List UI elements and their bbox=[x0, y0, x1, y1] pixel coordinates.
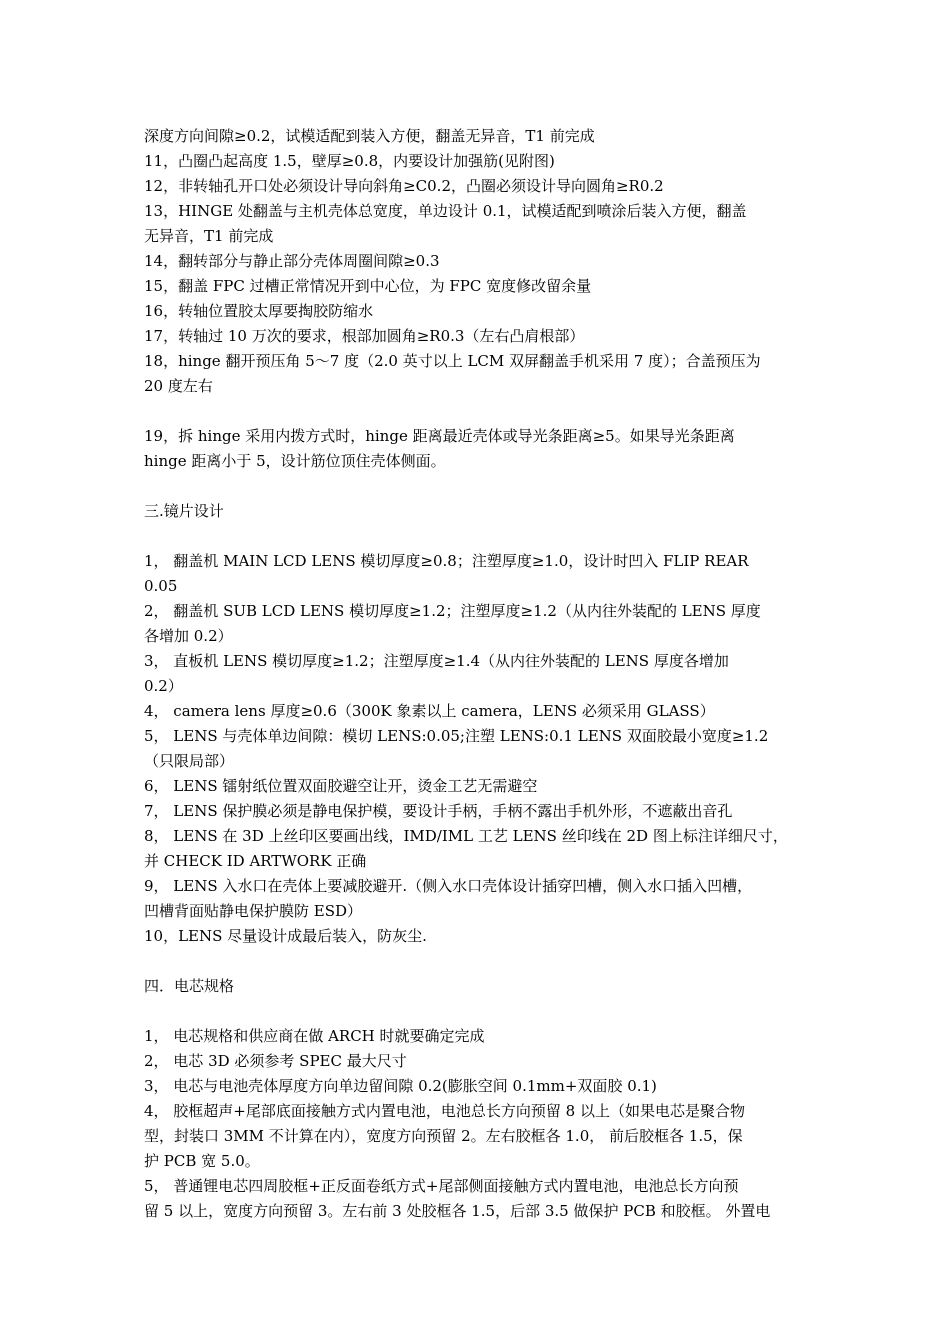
text-line: 5， 普通锂电芯四周胶框+正反面卷纸方式+尾部侧面接触方式内置电池，电池总长方向预 bbox=[144, 1177, 739, 1195]
hinge-item-19 bbox=[144, 424, 824, 474]
text-line: 14，翻转部分与静止部分壳体周圈间隙≥0.3 bbox=[144, 252, 440, 270]
text-line: 17，转轴过 10 万次的要求，根部加圆角≥R0.3（左右凸肩根部） bbox=[144, 327, 585, 345]
text-line: 留 5 以上，宽度方向预留 3。左右前 3 处胶框各 1.5，后部 3.5 做保护 PCB 和胶框。 外置电 bbox=[144, 1202, 771, 1220]
text-line: hinge 距离小于 5，设计筋位顶住壳体侧面。 bbox=[144, 452, 446, 470]
lens-design-list bbox=[144, 549, 824, 949]
text-line: 0.05 bbox=[144, 577, 178, 595]
text-line: 5， LENS 与壳体单边间隙：模切 LENS:0.05;注塑 LENS:0.1 LENS 双面胶最小宽度≥1.2 bbox=[144, 727, 769, 745]
text-line: 深度方向间隙≥0.2，试模适配到装入方便，翻盖无异音，T1 前完成 bbox=[144, 127, 595, 145]
text-line: 9， LENS 入水口在壳体上要减胶避开.（侧入水口壳体设计插穿凹槽，侧入水口插入凹槽， bbox=[144, 877, 753, 895]
blank-line bbox=[144, 949, 824, 974]
document-page bbox=[144, 124, 824, 1224]
text-line: 6， LENS 镭射纸位置双面胶避空让开，烫金工艺无需避空 bbox=[144, 777, 538, 795]
text-line: 10，LENS 尽量设计成最后装入，防灰尘. bbox=[144, 927, 427, 945]
text-line: 20 度左右 bbox=[144, 377, 213, 395]
text-line: 2， 翻盖机 SUB LCD LENS 模切厚度≥1.2；注塑厚度≥1.2（从内往外装配的 LENS 厚度 bbox=[144, 602, 761, 620]
text-line: 11，凸圈凸起高度 1.5，壁厚≥0.8，内要设计加强筋(见附图) bbox=[144, 152, 555, 170]
text-line: 3， 电芯与电池壳体厚度方向单边留间隙 0.2(膨胀空间 0.1mm+双面胶 0.1) bbox=[144, 1077, 657, 1095]
section-heading-battery: 四．电芯规格 bbox=[144, 977, 235, 995]
text-line: 1， 电芯规格和供应商在做 ARCH 时就要确定完成 bbox=[144, 1027, 485, 1045]
text-line: 并 CHECK ID ARTWORK 正确 bbox=[144, 852, 367, 870]
text-line: 15，翻盖 FPC 过槽正常情况开到中心位，为 FPC 宽度修改留余量 bbox=[144, 277, 592, 295]
text-line: 型，封装口 3MM 不计算在内），宽度方向预留 2。左右胶框各 1.0， 前后胶框各 1.5，保 bbox=[144, 1127, 743, 1145]
text-line: 无异音，T1 前完成 bbox=[144, 227, 274, 245]
section-heading-lens: 三.镜片设计 bbox=[144, 502, 224, 520]
text-line: 16，转轴位置胶太厚要掏胶防缩水 bbox=[144, 302, 374, 320]
text-line: 4， 胶框超声+尾部底面接触方式内置电池，电池总长方向预留 8 以上（如果电芯是聚合物 bbox=[144, 1102, 745, 1120]
text-line: 4， camera lens 厚度≥0.6（300K 象素以上 camera，LENS 必须采用 GLASS） bbox=[144, 702, 715, 720]
hinge-section-continued bbox=[144, 124, 824, 399]
blank-line bbox=[144, 474, 824, 499]
blank-line bbox=[144, 524, 824, 549]
text-line: 3， 直板机 LENS 模切厚度≥1.2；注塑厚度≥1.4（从内往外装配的 LENS 厚度各增加 bbox=[144, 652, 729, 670]
text-line: （只限局部） bbox=[144, 752, 235, 770]
text-line: 13，HINGE 处翻盖与主机壳体总宽度，单边设计 0.1，试模适配到喷涂后装入方便，翻盖 bbox=[144, 202, 747, 220]
blank-line bbox=[144, 399, 824, 424]
text-line: 8， LENS 在 3D 上丝印区要画出线，IMD/IML 工艺 LENS 丝印线在 2D 图上标注详细尺寸， bbox=[144, 827, 788, 845]
text-line: 7， LENS 保护膜必须是静电保护模，要设计手柄，手柄不露出手机外形，不遮蔽出音孔 bbox=[144, 802, 733, 820]
blank-line bbox=[144, 999, 824, 1024]
text-line: 凹槽背面贴静电保护膜防 ESD） bbox=[144, 902, 363, 920]
text-line: 各增加 0.2） bbox=[144, 627, 233, 645]
text-line: 2， 电芯 3D 必须参考 SPEC 最大尺寸 bbox=[144, 1052, 407, 1070]
text-line: 19，拆 hinge 采用内拨方式时，hinge 距离最近壳体或导光条距离≥5。如果导光条距离 bbox=[144, 427, 735, 445]
battery-spec-list bbox=[144, 1024, 824, 1224]
text-line: 12，非转轴孔开口处必须设计导向斜角≥C0.2，凸圈必须设计导向圆角≥R0.2 bbox=[144, 177, 664, 195]
text-line: 1， 翻盖机 MAIN LCD LENS 模切厚度≥0.8；注塑厚度≥1.0，设计时凹入 FLIP REAR bbox=[144, 552, 749, 570]
text-line: 18，hinge 翻开预压角 5～7 度（2.0 英寸以上 LCM 双屏翻盖手机采用 7 度）；合盖预压为 bbox=[144, 352, 761, 370]
text-line: 0.2） bbox=[144, 677, 183, 695]
text-line: 护 PCB 宽 5.0。 bbox=[144, 1152, 260, 1170]
